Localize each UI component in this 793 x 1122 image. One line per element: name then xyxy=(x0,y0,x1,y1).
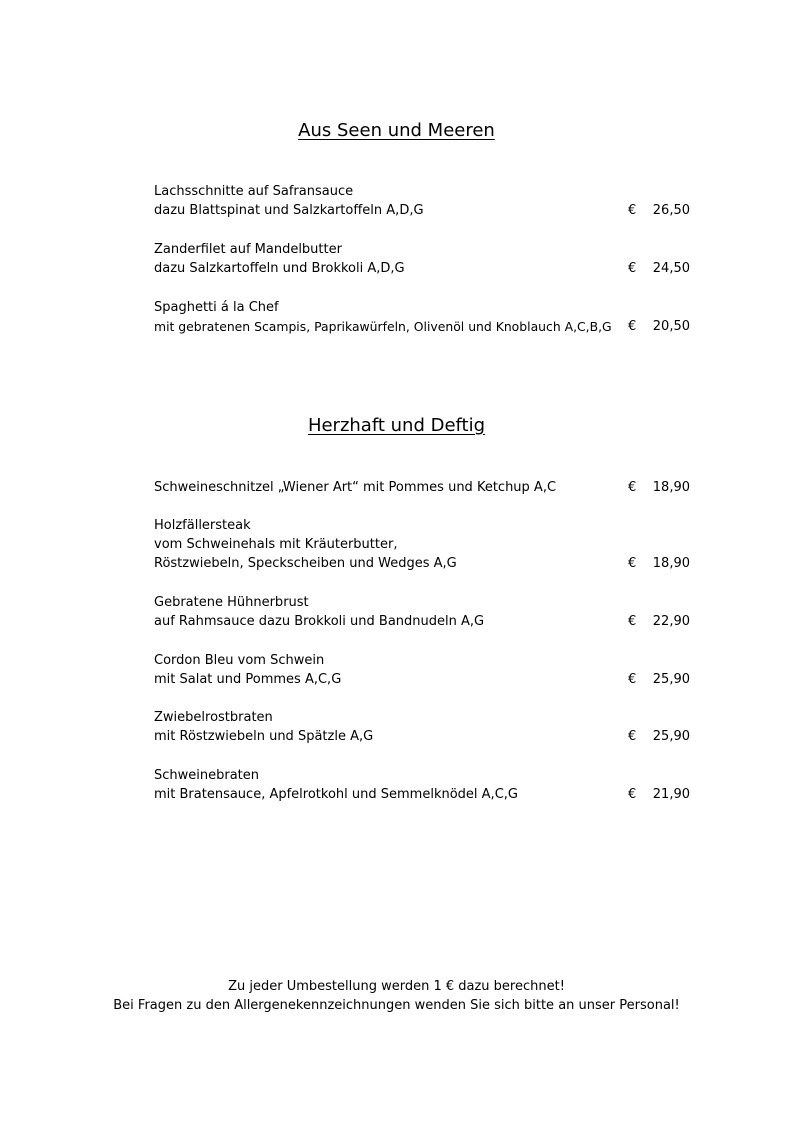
price-amount: 20,50 xyxy=(652,319,690,334)
price-amount: 25,90 xyxy=(652,672,690,687)
menu-item-zwiebelrostbraten xyxy=(154,708,690,746)
item-description: vom Schweinehals mit Kräuterbutter, xyxy=(154,537,398,552)
item-description: mit Röstzwiebeln und Spätzle A,G xyxy=(154,729,374,744)
item-name: Zwiebelrostbraten xyxy=(154,710,273,725)
currency-symbol: € xyxy=(628,729,637,744)
item-description: dazu Blattspinat und Salzkartoffeln A,D,G xyxy=(154,203,424,218)
item-name: Holzfällersteak xyxy=(154,518,251,533)
item-name: Gebratene Hühnerbrust xyxy=(154,595,309,610)
menu-item-spaghetti xyxy=(154,298,690,336)
item-price xyxy=(628,201,690,220)
item-price xyxy=(628,478,690,497)
item-description: mit Salat und Pommes A,C,G xyxy=(154,672,342,687)
item-description: auf Rahmsauce dazu Brokkoli und Bandnudeln A,G xyxy=(154,614,485,629)
currency-symbol: € xyxy=(628,614,637,629)
price-amount: 26,50 xyxy=(652,203,690,218)
item-price xyxy=(628,785,690,804)
price-amount: 21,90 xyxy=(652,787,690,802)
item-price xyxy=(628,554,690,573)
item-name: Spaghetti á la Chef xyxy=(154,300,279,315)
currency-symbol: € xyxy=(628,672,637,687)
menu-item-zanderfilet xyxy=(154,240,690,278)
item-name: Cordon Bleu vom Schwein xyxy=(154,653,325,668)
item-price xyxy=(628,670,690,689)
price-amount: 22,90 xyxy=(652,614,690,629)
currency-symbol: € xyxy=(628,261,637,276)
item-price xyxy=(628,727,690,746)
item-description: dazu Salzkartoffeln und Brokkoli A,D,G xyxy=(154,261,405,276)
price-amount: 25,90 xyxy=(652,729,690,744)
menu-item-cordon-bleu xyxy=(154,651,690,689)
item-price xyxy=(628,612,690,631)
menu-item-huehnerbrust xyxy=(154,593,690,631)
item-description: mit Bratensauce, Apfelrotkohl und Semmelknödel A,C,G xyxy=(154,787,518,802)
currency-symbol: € xyxy=(628,319,637,334)
section-title-seafood: Aus Seen und Meeren xyxy=(298,120,495,141)
footer-surcharge-note: Zu jeder Umbestellung werden 1 € dazu berechnet! xyxy=(228,979,565,994)
item-name: Zanderfilet auf Mandelbutter xyxy=(154,242,342,257)
menu-item-schweinebraten xyxy=(154,766,690,804)
section-title-hearty: Herzhaft und Deftig xyxy=(307,415,486,436)
currency-symbol: € xyxy=(628,480,637,495)
item-price xyxy=(628,259,690,278)
footer-notice xyxy=(0,977,793,1015)
item-price xyxy=(628,317,690,336)
item-description: mit gebratenen Scampis, Paprikawürfeln, Olivenöl und Knoblauch A,C,B,G xyxy=(154,319,612,334)
currency-symbol: € xyxy=(628,203,637,218)
price-amount: 18,90 xyxy=(652,556,690,571)
price-amount: 18,90 xyxy=(652,480,690,495)
item-name: Lachsschnitte auf Safransauce xyxy=(154,184,354,199)
menu-item-holzfaellersteak xyxy=(154,516,690,573)
menu-item-lachsschnitte xyxy=(154,182,690,220)
currency-symbol: € xyxy=(628,556,637,571)
menu-item-schweineschnitzel xyxy=(154,478,690,497)
price-amount: 24,50 xyxy=(652,261,690,276)
footer-allergen-note: Bei Fragen zu den Allergenekennzeichnungen wenden Sie sich bitte an unser Personal! xyxy=(113,998,680,1013)
currency-symbol: € xyxy=(628,787,637,802)
item-name: Schweineschnitzel „Wiener Art“ mit Pommes und Ketchup A,C xyxy=(154,480,557,495)
item-description: Röstzwiebeln, Speckscheiben und Wedges A,G xyxy=(154,556,457,571)
item-name: Schweinebraten xyxy=(154,768,260,783)
